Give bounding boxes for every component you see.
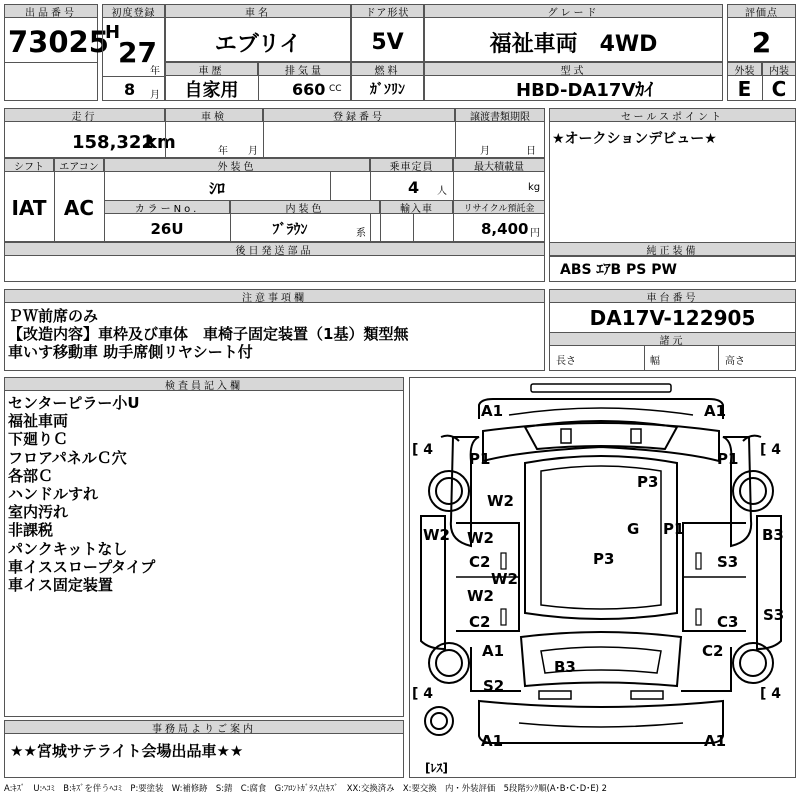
history: 自家用 xyxy=(184,80,239,101)
mileage: 158,322 xyxy=(72,131,154,153)
sales-point: ★オークションデビュー★ xyxy=(552,131,717,147)
inspector-line: 非課税 xyxy=(8,521,54,540)
damage-mark: A1 xyxy=(481,732,504,750)
notes-line: 車いす移動車 助手席側リヤシート付 xyxy=(8,343,253,361)
length-label: 長さ xyxy=(556,356,576,367)
tyre-mark: [ 4 xyxy=(412,686,434,702)
damage-diagram xyxy=(409,377,796,778)
damage-mark: P1 xyxy=(469,450,491,468)
damage-mark: A1 xyxy=(481,402,504,420)
era: H xyxy=(105,22,121,43)
damage-mark: S3 xyxy=(763,606,785,624)
damage-mark: W2 xyxy=(467,529,494,547)
sales-label: セールスポイント xyxy=(549,108,796,122)
shift-label: シフト xyxy=(4,158,54,172)
door-type: 5V xyxy=(371,29,404,55)
damage-mark: A1 xyxy=(482,642,505,660)
spare-tyre-mark: [ﾚｽ] xyxy=(425,761,448,775)
displacement-label: 排気量 xyxy=(258,62,351,76)
notes-line: 【改造内容】車枠及び車体 車椅子固定装置（1基）類型無 xyxy=(8,325,409,343)
color-no-label: カラーNo. xyxy=(104,200,230,214)
width-label: 幅 xyxy=(650,356,660,367)
transfer-label: 譲渡書類期限 xyxy=(455,108,545,122)
damage-marks xyxy=(423,402,784,750)
interior-label: 内装 xyxy=(762,62,796,76)
tyre-mark: [ 4 xyxy=(412,442,434,458)
later-parts-label: 後日発送部品 xyxy=(4,242,545,256)
equipment: ABS ｴｱB PS PW xyxy=(560,262,677,278)
damage-mark: W2 xyxy=(491,570,518,588)
grade-label: グレード xyxy=(424,4,723,18)
inspector-line: センターピラー小U xyxy=(8,394,140,412)
capacity: 4 xyxy=(408,177,420,197)
legend-footer: A:ｷｽﾞ U:ﾍｺﾐ B:ｷｽﾞを伴うﾍｺﾐ P:要塗装 W:補修跡 S:錆 C:腐食 G:ﾌﾛﾝﾄｶﾞﾗｽ点ｷｽﾞ XX:交換済み X:要交換 内・外装評価 5段階ﾗﾝｸ順(A･B･C･D･E) 2 xyxy=(4,783,607,793)
mileage-label: 走行 xyxy=(4,108,165,122)
body-color: ｼﾛ xyxy=(208,178,225,198)
damage-mark: S2 xyxy=(483,677,505,695)
displacement-unit: CC xyxy=(329,84,342,94)
color-label: 外装色 xyxy=(104,158,370,172)
tyre-mark: [ 4 xyxy=(760,686,782,702)
color-no: 26U xyxy=(150,220,184,238)
damage-mark: P3 xyxy=(593,550,615,568)
damage-mark: P1 xyxy=(663,520,685,538)
fuel-label: 燃料 xyxy=(351,62,424,76)
inspector-label: 検査員記入欄 xyxy=(4,377,404,391)
chassis-label: 車台番号 xyxy=(549,289,796,303)
notes-list xyxy=(8,307,408,361)
exterior-label: 外装 xyxy=(727,62,762,76)
year-unit: 年 xyxy=(150,66,160,77)
recycle: 8,400 xyxy=(481,220,529,238)
damage-mark: S3 xyxy=(717,553,739,571)
notes-line: ＰＷ前席のみ xyxy=(8,307,99,325)
damage-mark: W2 xyxy=(423,526,450,544)
notes-label: 注意事項欄 xyxy=(4,289,545,303)
model: HBD-DA17Vｶｲ xyxy=(516,80,654,101)
inspector-line: フロアパネルＣ穴 xyxy=(8,448,127,467)
fuel: ｶﾞｿﾘﾝ xyxy=(370,82,405,98)
inspector-line: 下廻りＣ xyxy=(8,430,69,449)
model-label: 型式 xyxy=(424,62,723,76)
recycle-unit: 円 xyxy=(530,228,540,239)
equip-label: 純正装備 xyxy=(549,242,796,256)
displacement: 660 xyxy=(292,79,326,99)
height-label: 高さ xyxy=(725,356,745,367)
damage-mark: B3 xyxy=(554,658,576,676)
car-name: エブリイ xyxy=(214,31,302,57)
damage-mark: P1 xyxy=(717,450,739,468)
mileage-unit: km xyxy=(145,131,176,153)
damage-mark: A1 xyxy=(704,732,727,750)
ac-label: エアコン xyxy=(54,158,104,172)
capacity-label: 乗車定員 xyxy=(370,158,453,172)
reg-year: 27 xyxy=(118,36,157,69)
inspection-year-unit: 年 xyxy=(218,146,228,157)
int-color-label: 内装色 xyxy=(230,200,380,214)
damage-mark: B3 xyxy=(762,526,784,544)
tyre-mark: [ 4 xyxy=(760,442,782,458)
transfer-month: 月 xyxy=(480,146,490,157)
inspector-line: パンクキットなし xyxy=(8,539,128,558)
damage-mark: C2 xyxy=(469,613,491,631)
shift: IAT xyxy=(11,196,47,220)
damage-mark: C2 xyxy=(469,553,491,571)
exterior-grade: E xyxy=(737,77,752,101)
int-color-unit: 系 xyxy=(356,228,366,239)
import-label: 輸入車 xyxy=(380,200,453,214)
inspection-label: 車検 xyxy=(165,108,263,122)
transfer-day: 日 xyxy=(526,146,536,157)
score: 2 xyxy=(751,25,772,59)
maxload-unit: kg xyxy=(528,182,541,193)
grade: 福祉車両 4WD xyxy=(489,31,658,57)
damage-mark: A1 xyxy=(704,402,727,420)
damage-mark: C3 xyxy=(717,613,739,631)
inspector-line: 車イス固定装置 xyxy=(8,576,113,595)
reg-no-label: 登録番号 xyxy=(263,108,455,122)
car-name-label: 車名 xyxy=(165,4,351,18)
damage-mark: G xyxy=(627,520,640,538)
damage-mark: C2 xyxy=(702,642,724,660)
inspector-line: 福祉車両 xyxy=(8,412,69,431)
inspector-line: ハンドルすれ xyxy=(8,485,99,504)
office-label: 事務局よりご案内 xyxy=(4,720,404,734)
int-color: ﾌﾞﾗｳﾝ xyxy=(272,222,308,238)
lot-number: 73025 xyxy=(8,25,109,59)
month-unit: 月 xyxy=(150,90,160,101)
lot-label: 出品番号 xyxy=(4,4,98,18)
capacity-unit: 人 xyxy=(437,186,447,197)
door-label: ドア形状 xyxy=(351,4,424,18)
inspector-line: 各部Ｃ xyxy=(8,466,54,485)
interior-grade: C xyxy=(771,77,787,101)
history-label: 車歴 xyxy=(165,62,258,76)
dims-label: 諸元 xyxy=(549,332,796,346)
ac: AC xyxy=(63,196,95,220)
maxload-label: 最大積載量 xyxy=(453,158,545,172)
score-label: 評価点 xyxy=(727,4,796,18)
car-diagram-svg xyxy=(410,378,795,777)
damage-mark: W2 xyxy=(467,587,494,605)
inspector-line: 室内汚れ xyxy=(8,503,69,522)
inspection-month-unit: 月 xyxy=(248,146,258,157)
chassis-number: DA17V-122905 xyxy=(589,306,756,330)
inspector-line: 車イススロープタイプ xyxy=(8,557,156,576)
recycle-label: リサイクル預託金 xyxy=(453,200,545,214)
damage-mark: P3 xyxy=(637,473,659,491)
reg-month: 8 xyxy=(124,80,136,99)
office-text: ★★宮城サテライト会場出品車★★ xyxy=(10,741,244,760)
damage-mark: W2 xyxy=(487,492,514,510)
first-reg-label: 初度登録 xyxy=(102,4,165,18)
inspector-list xyxy=(8,394,155,594)
